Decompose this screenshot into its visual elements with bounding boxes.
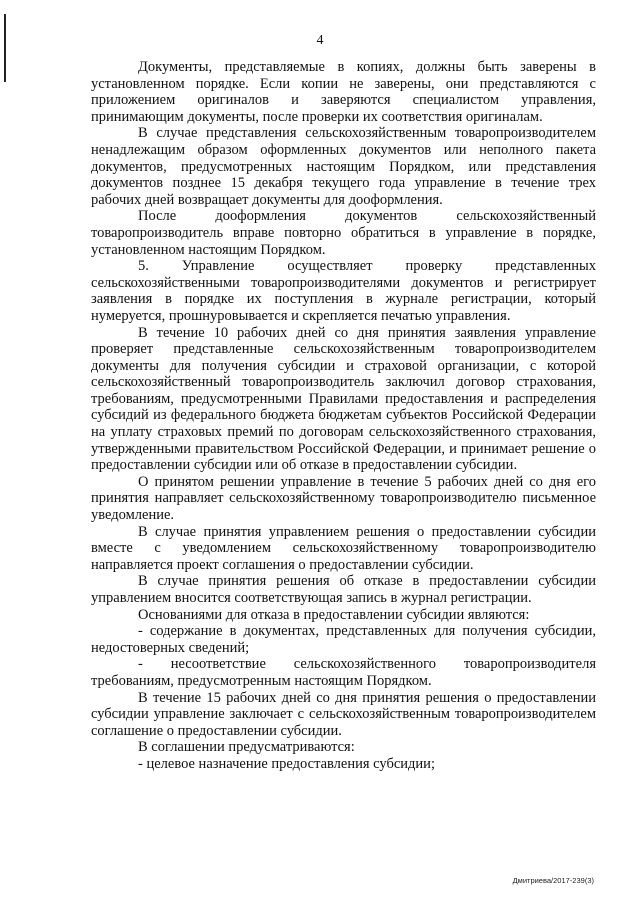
paragraph-copies-certification: Документы, представляемые в копиях, должны быть заверены в установленном порядке. Если копии не заверены, они представляются с приложением оригиналов и заверяются специалистом управления, принимающим документы, после проверки их соответствия оригиналам. <box>91 59 596 125</box>
paragraph-notification: О принятом решении управление в течение 5 рабочих дней со дня его принятия направляет сельскохозяйственному товаропроизводителю письменное уведомление. <box>91 473 596 524</box>
list-item-noncompliance: - несоответствие сельскохозяйственного товаропроизводителя требованиям, предусмотренным настоящим Порядком. <box>91 656 596 689</box>
paragraph-item-5-verification: 5. Управление осуществляет проверку представленных сельскохозяйственными товаропроизводителями документов и регистрирует заявления в порядке их поступления в журнале регистрации, который нумеруется, прошнуровывается и скрепляется печатью управления. <box>91 258 596 324</box>
paragraph-refusal-grounds-heading: Основаниями для отказа в предоставлении субсидии являются: <box>138 606 530 623</box>
document-body <box>91 59 596 773</box>
paragraph-agreement-provisions-heading: В соглашении предусматриваются: <box>138 739 355 756</box>
paragraph-resubmission: После дооформления документов сельскохозяйственный товаропроизводитель вправе повторно обратиться в управление в порядке, установленном настоящим Порядком. <box>91 208 596 258</box>
paragraph-improper-documents: В случае представления сельскохозяйственным товаропроизводителем ненадлежащим образом оформленных документов или неполного пакета документов, предусмотренных настоящим Порядком, или представления документов позднее 15 декабря текущего года управление в течение трех рабочих дней возвращает документы для дооформления. <box>91 125 596 208</box>
list-item-purpose: - целевое назначение предоставления субсидии; <box>138 755 435 772</box>
paragraph-review-period: В течение 10 рабочих дней со дня принятия заявления управление проверяет представленные сельскохозяйственным товаропроизводителем документы для получения субсидии и страховой организации, с которой сельскохозяйственный товаропроизводитель заключил договор страхования, требованиям, предусмотренными Правилами предоставления и распределения субсидий из федерального бюджета бюджетам субъектов Российской Федерации на уплату страховых премий по договорам сельскохозяйственного страхования, утвержденными правительством Российской Федерации, и принимает решение о предоставлении субсидии или об отказе в предоставлении субсидии. <box>91 324 596 474</box>
footer-reference: Дмитриева/2017-239(3) <box>512 876 594 885</box>
paragraph-draft-agreement: В случае принятия управлением решения о предоставлении субсидии вместе с уведомлением сельскохозяйственному товаропроизводителю направляется проект соглашения о предоставлении субсидии. <box>91 523 596 573</box>
list-item-false-information: - содержание в документах, представленных для получения субсидии, недостоверных сведений; <box>91 623 596 656</box>
paragraph-refusal-record: В случае принятия решения об отказе в предоставлении субсидии управлением вносится соответствующая запись в журнал регистрации. <box>91 573 596 606</box>
page-number: 4 <box>316 33 324 48</box>
paragraph-agreement-conclusion: В течение 15 рабочих дней со дня принятия решения о предоставлении субсидии управление заключает с сельскохозяйственным товаропроизводителем соглашение о предоставлении субсидии. <box>91 689 596 739</box>
